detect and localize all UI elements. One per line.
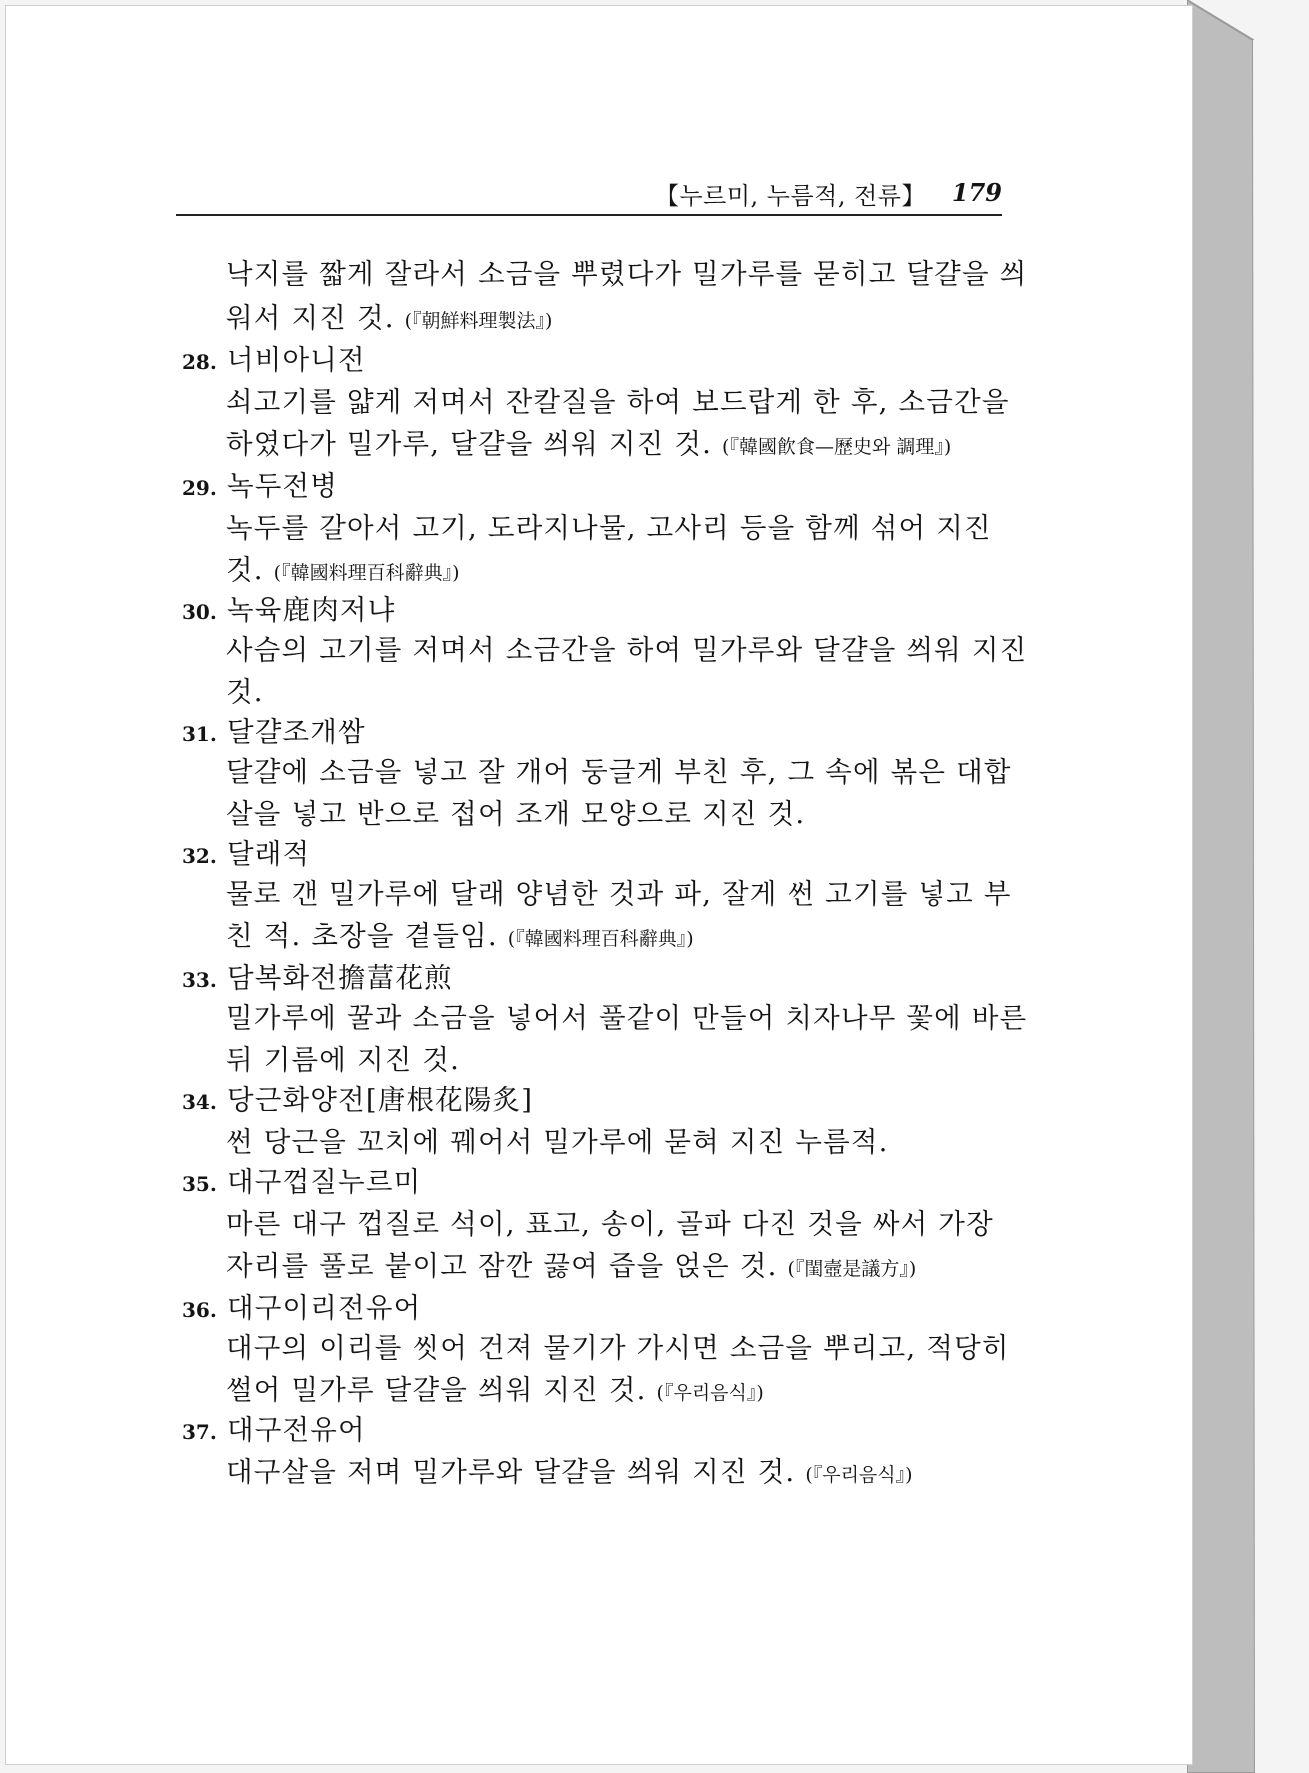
entry-number: 28. bbox=[182, 350, 217, 374]
entry-text: 자리를 풀로 붙이고 잠깐 끓여 즙을 얹은 것. bbox=[226, 1250, 778, 1282]
book-side-edge bbox=[1187, 0, 1309, 1773]
entry-text-line bbox=[226, 424, 951, 467]
entry-title: 대구전유어 bbox=[227, 1414, 366, 1446]
entry-text-line: 것. bbox=[226, 676, 264, 708]
entry-text: 하였다가 밀가루, 달걀을 씌워 지진 것. bbox=[226, 428, 713, 460]
entry-text: 친 적. 초장을 곁들임. bbox=[226, 920, 498, 952]
running-header bbox=[176, 174, 1002, 216]
source-citation: (『朝鮮料理製法』) bbox=[404, 310, 553, 332]
source-citation: (『우리음식』) bbox=[805, 1464, 913, 1486]
entry-text-line: 밀가루에 꿀과 소금을 넣어서 풀같이 만들어 치자나무 꽃에 바른 bbox=[226, 1002, 1028, 1034]
entry-number: 31. bbox=[182, 722, 217, 746]
entry-text-line: 마른 대구 껍질로 석이, 표고, 송이, 골파 다진 것을 싸서 가장 bbox=[226, 1208, 994, 1240]
entry-title: 달래적 bbox=[227, 838, 311, 870]
source-citation: (『우리음식』) bbox=[656, 1382, 764, 1404]
entry-number: 33. bbox=[182, 968, 217, 992]
entry-title: 녹두전병 bbox=[227, 470, 339, 502]
entry-text-line: 뒤 기름에 지진 것. bbox=[226, 1044, 461, 1076]
entry-text: 썰어 밀가루 달걀을 씌워 지진 것. bbox=[226, 1374, 647, 1406]
prelude-text: 워서 지진 것. bbox=[226, 302, 395, 334]
source-citation: (『韓國飮食—歷史와 調理』) bbox=[722, 436, 952, 458]
entry-title: 대구이리전유어 bbox=[227, 1292, 422, 1324]
entry-text-line: 쇠고기를 얇게 저며서 잔칼질을 하여 보드랍게 한 후, 소금간을 bbox=[226, 386, 1010, 418]
entry-text-line bbox=[226, 1246, 916, 1289]
entry-number: 35. bbox=[182, 1172, 217, 1196]
entry-title: 담복화전擔葍花煎 bbox=[227, 962, 453, 994]
entry-title: 녹육鹿肉저냐 bbox=[227, 594, 396, 626]
source-citation: (『閨壼是議方』) bbox=[787, 1258, 917, 1280]
header-title: 【누르미, 누름적, 전류】 bbox=[655, 182, 926, 210]
entry-number: 34. bbox=[182, 1090, 217, 1114]
entry-text-line bbox=[226, 1370, 764, 1413]
entry-text-line bbox=[226, 916, 694, 959]
page-number: 179 bbox=[951, 178, 1002, 207]
entry-text-line: 사슴의 고기를 저며서 소금간을 하여 밀가루와 달걀을 씌워 지진 bbox=[226, 634, 1028, 666]
entry-title: 당근화양전[唐根花陽炙] bbox=[227, 1084, 534, 1116]
entry-number: 32. bbox=[182, 844, 217, 868]
entry-text-line bbox=[226, 550, 460, 593]
entry-number: 36. bbox=[182, 1298, 217, 1322]
entry-number: 30. bbox=[182, 600, 217, 624]
entry-text-line: 녹두를 갈아서 고기, 도라지나물, 고사리 등을 함께 섞어 지진 bbox=[226, 512, 992, 544]
source-citation: (『韓國料理百科辭典』) bbox=[507, 928, 694, 950]
source-citation: (『韓國料理百科辭典』) bbox=[273, 562, 460, 584]
prelude-line-2 bbox=[226, 298, 552, 341]
entry-text-line: 달걀에 소금을 넣고 잘 개어 둥글게 부친 후, 그 속에 볶은 대합 bbox=[226, 756, 1012, 788]
prelude-line-1: 낙지를 짧게 잘라서 소금을 뿌렸다가 밀가루를 묻히고 달걀을 씌 bbox=[226, 258, 1028, 290]
entry-title: 대구껍질누르미 bbox=[227, 1166, 422, 1198]
entry-text-line: 썬 당근을 꼬치에 꿰어서 밀가루에 묻혀 지진 누름적. bbox=[226, 1126, 889, 1158]
entry-number: 37. bbox=[182, 1420, 217, 1444]
entry-text-line: 살을 넣고 반으로 접어 조개 모양으로 지진 것. bbox=[226, 798, 806, 830]
entry-title: 달걀조개쌈 bbox=[227, 716, 366, 748]
entry-text: 대구살을 저며 밀가루와 달걀을 씌워 지진 것. bbox=[226, 1456, 796, 1488]
entry-text: 것. bbox=[226, 554, 264, 586]
entry-text-line: 물로 갠 밀가루에 달래 양념한 것과 파, 잘게 썬 고기를 넣고 부 bbox=[226, 878, 1012, 910]
book-page bbox=[6, 6, 1192, 1764]
entry-text-line bbox=[226, 1452, 913, 1495]
entry-number: 29. bbox=[182, 476, 217, 500]
entry-title: 너비아니전 bbox=[227, 344, 366, 376]
entry-text-line: 대구의 이리를 씻어 건져 물기가 가시면 소금을 뿌리고, 적당히 bbox=[226, 1332, 1010, 1364]
